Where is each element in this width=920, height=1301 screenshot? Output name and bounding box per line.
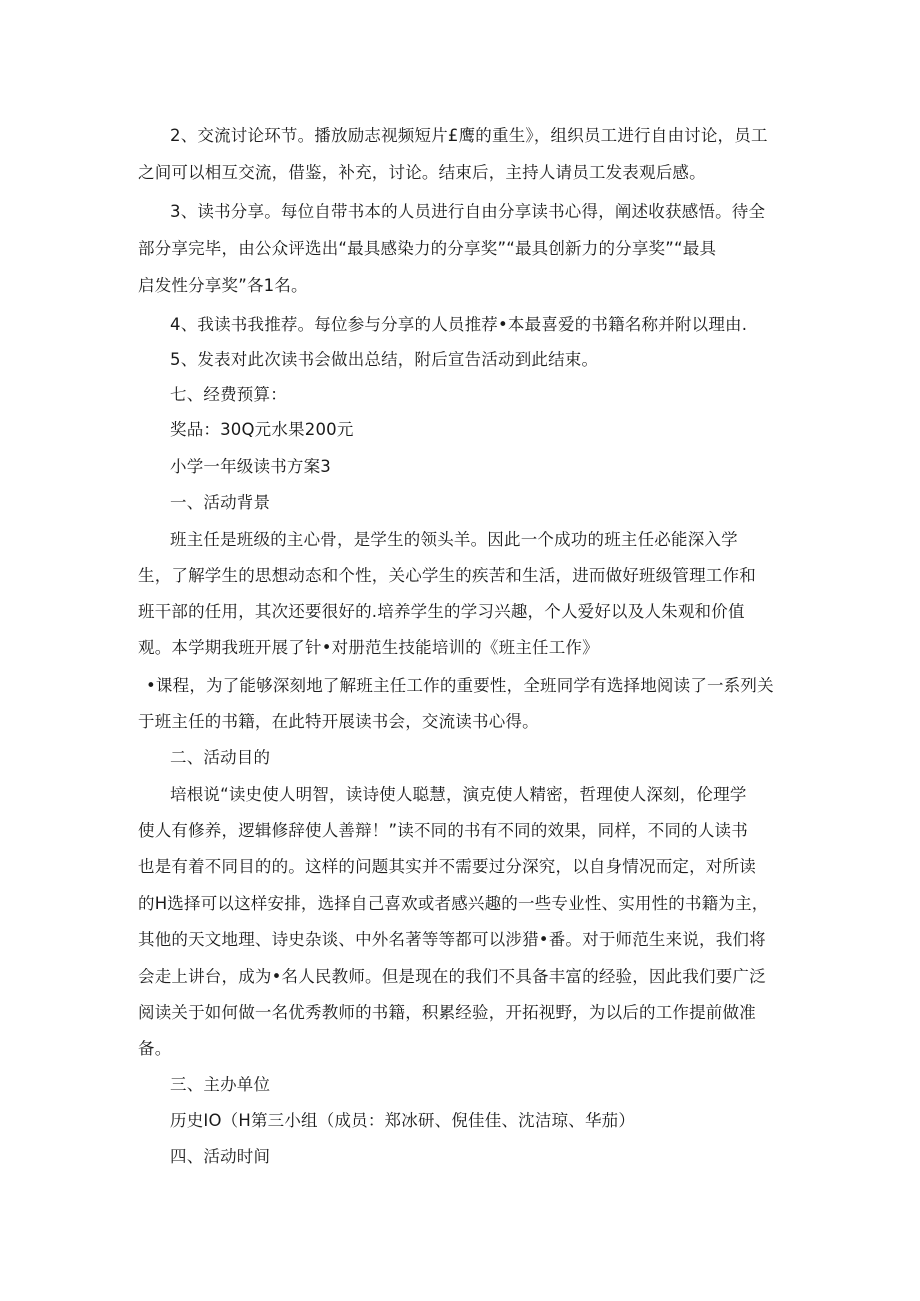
section-heading: 三、主办单位 [170,1075,271,1094]
paragraph-line: 生，了解学生的思想动态和个性，关心学生的疾苦和生活，进而做好班级管理工作和 [138,566,756,585]
paragraph-line: 班主任是班级的主心骨，是学生的领头羊。因此一个成功的班主任必能深入学 [170,530,738,549]
paragraph-line: 5、发表对此次读书会做出总结，附后宣告活动到此结束。 [170,350,599,369]
paragraph-line: 其他的天文地理、诗史杂谈、中外名著等等都可以涉猎•番。对于师范生来说，我们将 [138,930,766,949]
paragraph-line: 使人有修养，逻辑修辞使人善辩！”读不同的书有不同的效果，同样，不同的人读书 [138,821,748,840]
paragraph-line: 3、读书分享。每位自带书本的人员进行自由分享读书心得，阐述收获感悟。待全 [170,202,766,221]
paragraph-line: 培根说“读史使人明智，读诗使人聪慧，演克使人精密，哲理使人深刻，伦理学 [170,785,747,804]
section-heading: 七、经费预算： [170,385,287,404]
paragraph-line: 之间可以相互交流，借鉴，补充，讨论。结束后，主持人请员工发表观后感。 [138,163,706,182]
paragraph-line: 部分享完毕，由公众评选出“最具感染力的分享奖”“最具创新力的分享奖”“最具 [138,239,717,258]
paragraph-line: 启发性分享奖”各1名。 [138,276,308,295]
paragraph-line: 备。 [138,1039,172,1058]
paragraph-line: 会走上讲台，成为•名人民教师。但是现在的我们不具备丰富的经验，因此我们要广泛 [138,967,766,986]
paragraph-line: 阅读关于如何做一名优秀教师的书籍，积累经验，开拓视野，为以后的工作提前做准 [138,1003,756,1022]
section-heading: 二、活动目的 [170,748,271,767]
paragraph-line: 奖品：30Q元水果200元 [170,420,354,439]
paragraph-line: 也是有着不同目的的。这样的问题其实并不需要过分深究，以自身情况而定，对所读 [138,857,756,876]
paragraph-line: 班干部的任用，其次还要很好的.培养学生的学习兴趣，个人爱好以及人朱观和价值 [138,602,745,621]
paragraph-line: •课程，为了能够深刻地了解班主任工作的重要性，全班同学有选择地阅读了一系列关 [146,676,774,695]
section-heading: 四、活动时间 [170,1147,271,1166]
paragraph-line: 4、我读书我推荐。每位参与分享的人员推荐•本最喜爱的书籍名称并附以理由. [170,315,748,334]
paragraph-line: 历史IO（H第三小组（成员：郑冰研、倪佳佳、沈洁琼、华茄） [170,1111,636,1130]
paragraph-line: 于班主任的书籍，在此特开展读书会，交流读书心得。 [138,712,539,731]
paragraph-line: 的H选择可以这样安排，选择自己喜欢或者感兴趣的一些专业性、实用性的书籍为主， [138,894,769,913]
paragraph-line: 观。本学期我班开展了针•对册范生技能培训的《班主任工作》 [138,638,599,657]
document-title: 小学一年级读书方案3 [170,457,331,476]
section-heading: 一、活动背景 [170,493,271,512]
paragraph-line: 2、交流讨论环节。播放励志视频短片£鹰的重生》，组织员工进行自由讨论，员工 [170,126,768,145]
